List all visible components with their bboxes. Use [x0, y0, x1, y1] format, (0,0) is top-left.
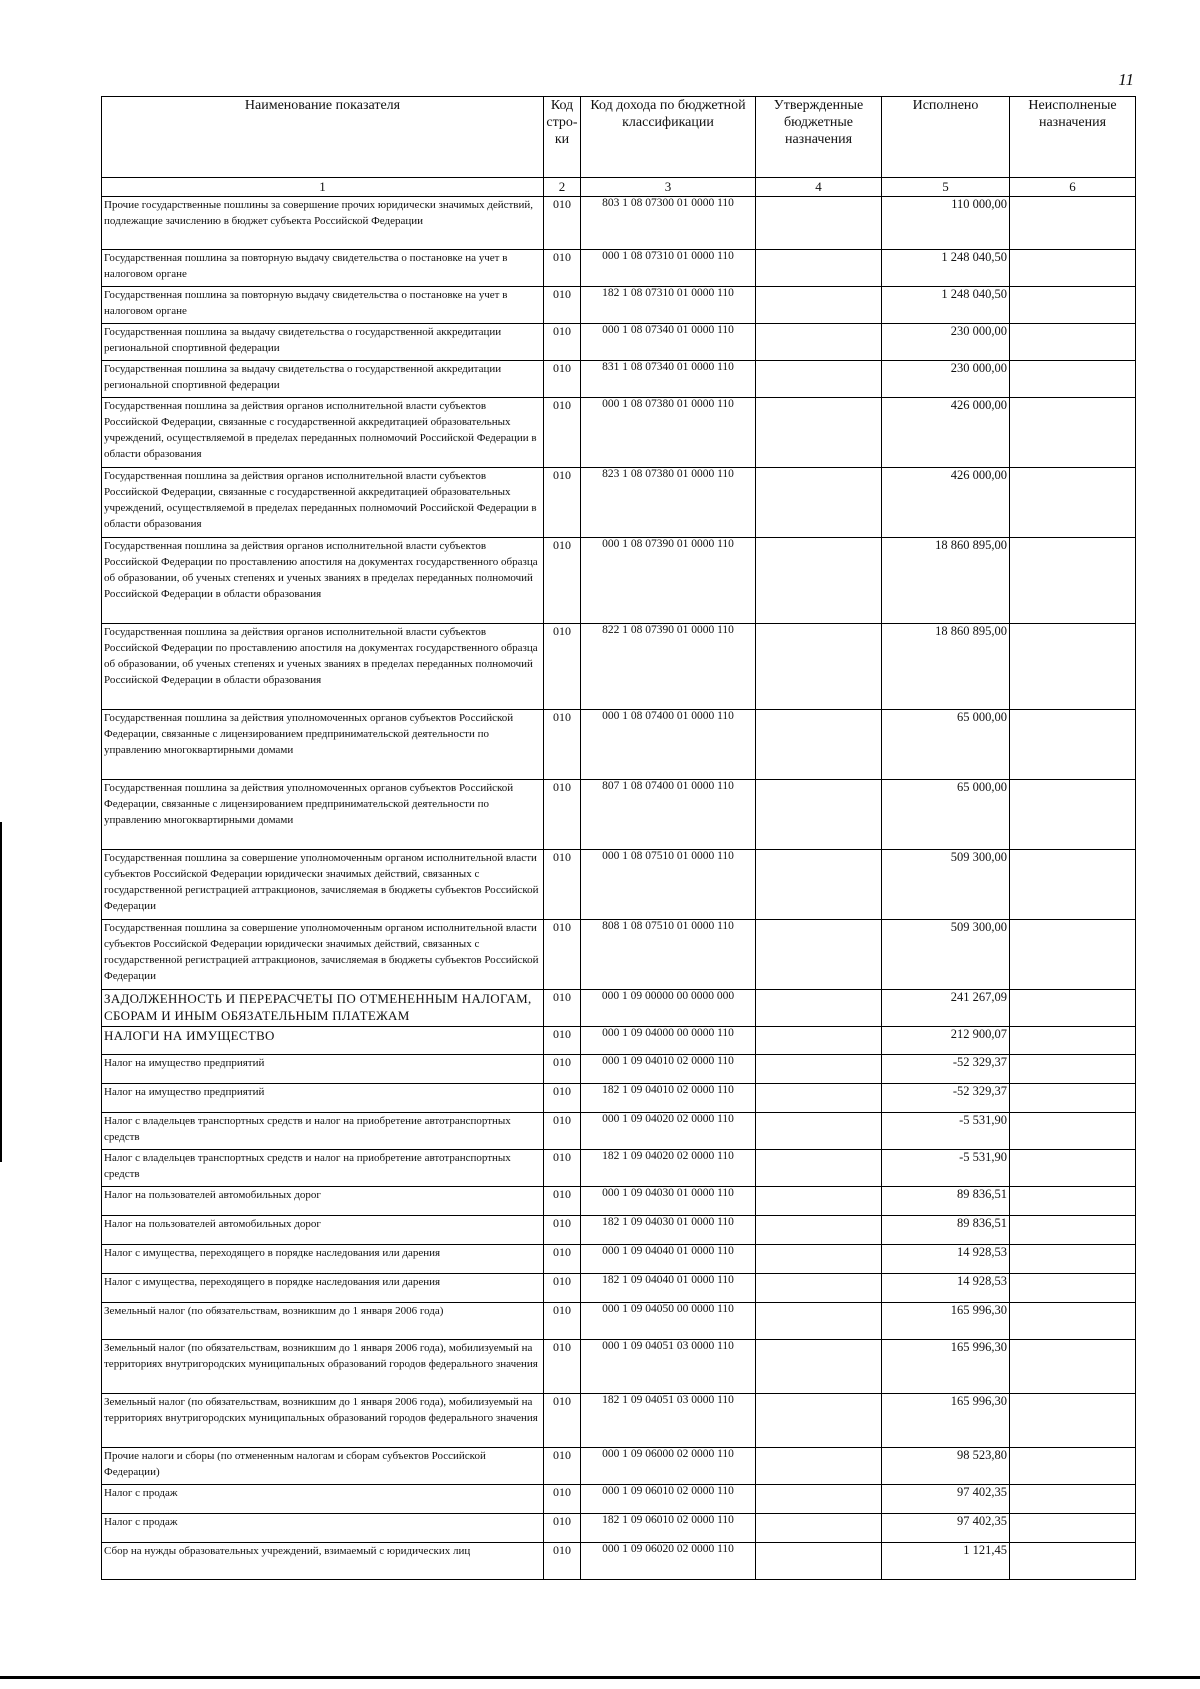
row-unexecuted: [1010, 1303, 1136, 1340]
table-row: [102, 398, 1136, 468]
row-executed: 1 121,45: [882, 1543, 1010, 1580]
row-executed: 97 402,35: [882, 1514, 1010, 1543]
row-unexecuted: [1010, 1394, 1136, 1448]
row-line-code: 010: [544, 1543, 581, 1580]
row-income-code: 000 1 09 04000 00 0000 110: [581, 1027, 756, 1055]
row-income-code: 000 1 08 07380 01 0000 110: [581, 398, 756, 468]
row-income-code: 000 1 09 04050 00 0000 110: [581, 1303, 756, 1340]
table-row: [102, 990, 1136, 1027]
row-executed: 165 996,30: [882, 1340, 1010, 1394]
row-approved: [756, 1055, 882, 1084]
row-unexecuted: [1010, 468, 1136, 538]
row-line-code: 010: [544, 1303, 581, 1340]
row-income-code: 000 1 09 04010 02 0000 110: [581, 1055, 756, 1084]
row-unexecuted: [1010, 710, 1136, 780]
row-line-code: 010: [544, 250, 581, 287]
row-unexecuted: [1010, 1485, 1136, 1514]
row-indicator-name: Государственная пошлина за действия органов исполнительной власти субъектов Российской Федерации, связанные с государственной аккредитацией образовательных учреждений, осуществляемой в пределах переданных полномочий Российской Федерации в области образования: [102, 468, 544, 538]
row-approved: [756, 1340, 882, 1394]
row-unexecuted: [1010, 324, 1136, 361]
column-number: 5: [882, 178, 1010, 197]
column-number: 3: [581, 178, 756, 197]
column-number: 4: [756, 178, 882, 197]
row-executed: -5 531,90: [882, 1113, 1010, 1150]
row-approved: [756, 1543, 882, 1580]
row-income-code: 000 1 09 04040 01 0000 110: [581, 1245, 756, 1274]
table-row: [102, 624, 1136, 710]
table-row: [102, 1543, 1136, 1580]
row-executed: 110 000,00: [882, 197, 1010, 250]
row-executed: 509 300,00: [882, 920, 1010, 990]
row-unexecuted: [1010, 1055, 1136, 1084]
scan-edge-mark: [0, 822, 2, 1162]
row-indicator-name: Налог с продаж: [102, 1514, 544, 1543]
row-line-code: 010: [544, 468, 581, 538]
row-approved: [756, 780, 882, 850]
row-indicator-name: Государственная пошлина за повторную выдачу свидетельства о постановке на учет в налоговом органе: [102, 287, 544, 324]
row-approved: [756, 1027, 882, 1055]
row-unexecuted: [1010, 1216, 1136, 1245]
row-income-code: 182 1 08 07310 01 0000 110: [581, 287, 756, 324]
row-unexecuted: [1010, 990, 1136, 1027]
row-indicator-name: Налог с владельцев транспортных средств и налог на приобретение автотранспортных средств: [102, 1150, 544, 1187]
row-executed: 230 000,00: [882, 361, 1010, 398]
table-row: [102, 1113, 1136, 1150]
page-number: 11: [1118, 70, 1134, 89]
row-income-code: 823 1 08 07380 01 0000 110: [581, 468, 756, 538]
row-approved: [756, 710, 882, 780]
row-approved: [756, 1245, 882, 1274]
row-income-code: 182 1 09 04010 02 0000 110: [581, 1084, 756, 1113]
row-executed: 426 000,00: [882, 468, 1010, 538]
row-indicator-name: Государственная пошлина за повторную выдачу свидетельства о постановке на учет в налоговом органе: [102, 250, 544, 287]
row-unexecuted: [1010, 1448, 1136, 1485]
row-approved: [756, 624, 882, 710]
row-indicator-name: Государственная пошлина за действия органов исполнительной власти субъектов Российской Федерации, связанные с государственной аккредитацией образовательных учреждений, осуществляемой в пределах переданных полномочий Российской Федерации в области образования: [102, 398, 544, 468]
table-row: [102, 361, 1136, 398]
row-line-code: 010: [544, 920, 581, 990]
column-number: 6: [1010, 178, 1136, 197]
row-income-code: 000 1 09 06010 02 0000 110: [581, 1485, 756, 1514]
row-executed: 212 900,07: [882, 1027, 1010, 1055]
row-unexecuted: [1010, 1514, 1136, 1543]
row-indicator-name: Налог на пользователей автомобильных дорог: [102, 1187, 544, 1216]
row-unexecuted: [1010, 250, 1136, 287]
row-indicator-name: Земельный налог (по обязательствам, возникшим до 1 января 2006 года): [102, 1303, 544, 1340]
table-row: [102, 1340, 1136, 1394]
row-indicator-name: Государственная пошлина за выдачу свидетельства о государственной аккредитации региональной спортивной федерации: [102, 361, 544, 398]
table-row: [102, 1485, 1136, 1514]
row-unexecuted: [1010, 1245, 1136, 1274]
row-line-code: 010: [544, 1055, 581, 1084]
row-approved: [756, 1514, 882, 1543]
row-unexecuted: [1010, 287, 1136, 324]
row-income-code: 182 1 09 04051 03 0000 110: [581, 1394, 756, 1448]
row-unexecuted: [1010, 1084, 1136, 1113]
row-income-code: 000 1 09 06020 02 0000 110: [581, 1543, 756, 1580]
row-income-code: 182 1 09 04020 02 0000 110: [581, 1150, 756, 1187]
row-unexecuted: [1010, 624, 1136, 710]
column-number-row: [102, 178, 1136, 197]
row-indicator-name: Сбор на нужды образовательных учреждений, взимаемый с юридических лиц: [102, 1543, 544, 1580]
row-income-code: 000 1 09 06000 02 0000 110: [581, 1448, 756, 1485]
table-row: [102, 1448, 1136, 1485]
row-unexecuted: [1010, 197, 1136, 250]
row-unexecuted: [1010, 1274, 1136, 1303]
row-indicator-name: Земельный налог (по обязательствам, возникшим до 1 января 2006 года), мобилизуемый на территориях внутригородских муниципальных образований городов федерального значения: [102, 1340, 544, 1394]
row-income-code: 000 1 09 04051 03 0000 110: [581, 1340, 756, 1394]
row-line-code: 010: [544, 287, 581, 324]
row-indicator-name: Государственная пошлина за действия уполномоченных органов субъектов Российской Федерации, связанные с лицензированием предпринимательской деятельности по управлению многоквартирными домами: [102, 780, 544, 850]
table-row: [102, 1027, 1136, 1055]
table-row: [102, 850, 1136, 920]
header-unexecuted: Неисполненые назначения: [1010, 97, 1136, 178]
row-executed: 509 300,00: [882, 850, 1010, 920]
row-income-code: 000 1 08 07510 01 0000 110: [581, 850, 756, 920]
row-approved: [756, 990, 882, 1027]
row-unexecuted: [1010, 361, 1136, 398]
table-row: [102, 538, 1136, 624]
row-income-code: 000 1 08 07390 01 0000 110: [581, 538, 756, 624]
row-executed: 426 000,00: [882, 398, 1010, 468]
row-approved: [756, 1187, 882, 1216]
row-unexecuted: [1010, 1543, 1136, 1580]
row-unexecuted: [1010, 920, 1136, 990]
row-line-code: 010: [544, 1394, 581, 1448]
row-line-code: 010: [544, 624, 581, 710]
row-income-code: 808 1 08 07510 01 0000 110: [581, 920, 756, 990]
row-income-code: 831 1 08 07340 01 0000 110: [581, 361, 756, 398]
row-executed: 241 267,09: [882, 990, 1010, 1027]
row-indicator-name: Государственная пошлина за действия органов исполнительной власти субъектов Российской Федерации по проставлению апостиля на документах государственного образца об образовании, об ученых степенях и ученых званиях в пределах переданных полномочий Российской Федерации в области образования: [102, 624, 544, 710]
row-unexecuted: [1010, 1150, 1136, 1187]
row-indicator-name: Налог на пользователей автомобильных дорог: [102, 1216, 544, 1245]
row-indicator-name: НАЛОГИ НА ИМУЩЕСТВО: [102, 1027, 544, 1055]
row-approved: [756, 1394, 882, 1448]
row-executed: 97 402,35: [882, 1485, 1010, 1514]
row-indicator-name: ЗАДОЛЖЕННОСТЬ И ПЕРЕРАСЧЕТЫ ПО ОТМЕНЕННЫМ НАЛОГАМ, СБОРАМ И ИНЫМ ОБЯЗАТЕЛЬНЫМ ПЛАТЕЖАМ: [102, 990, 544, 1027]
table-row: [102, 1514, 1136, 1543]
row-line-code: 010: [544, 780, 581, 850]
row-executed: 65 000,00: [882, 780, 1010, 850]
row-line-code: 010: [544, 538, 581, 624]
row-executed: -52 329,37: [882, 1084, 1010, 1113]
table-body: [102, 197, 1136, 1580]
row-executed: 89 836,51: [882, 1216, 1010, 1245]
row-unexecuted: [1010, 1187, 1136, 1216]
row-approved: [756, 1485, 882, 1514]
row-executed: 1 248 040,50: [882, 287, 1010, 324]
header-indicator-name: Наименование показателя: [102, 97, 544, 178]
table-row: [102, 1150, 1136, 1187]
row-indicator-name: Государственная пошлина за действия органов исполнительной власти субъектов Российской Федерации по проставлению апостиля на документах государственного образца об образовании, об ученых степенях и ученых званиях в пределах переданных полномочий Российской Федерации в области образования: [102, 538, 544, 624]
row-indicator-name: Налог на имущество предприятий: [102, 1055, 544, 1084]
header-income-code: Код дохода по бюджетной классификации: [581, 97, 756, 178]
column-number: 1: [102, 178, 544, 197]
row-executed: -52 329,37: [882, 1055, 1010, 1084]
table-row: [102, 1303, 1136, 1340]
row-income-code: 000 1 09 04020 02 0000 110: [581, 1113, 756, 1150]
row-income-code: 182 1 09 04030 01 0000 110: [581, 1216, 756, 1245]
row-indicator-name: Налог с продаж: [102, 1485, 544, 1514]
row-executed: 18 860 895,00: [882, 538, 1010, 624]
row-income-code: 000 1 08 07310 01 0000 110: [581, 250, 756, 287]
row-unexecuted: [1010, 1027, 1136, 1055]
table-row: [102, 1084, 1136, 1113]
table-row: [102, 468, 1136, 538]
row-approved: [756, 850, 882, 920]
table-row: [102, 1055, 1136, 1084]
table-row: [102, 324, 1136, 361]
row-income-code: 000 1 09 04030 01 0000 110: [581, 1187, 756, 1216]
row-line-code: 010: [544, 1274, 581, 1303]
row-line-code: 010: [544, 1485, 581, 1514]
row-line-code: 010: [544, 1027, 581, 1055]
table-row: [102, 1245, 1136, 1274]
row-executed: -5 531,90: [882, 1150, 1010, 1187]
row-income-code: 807 1 08 07400 01 0000 110: [581, 780, 756, 850]
row-income-code: 000 1 09 00000 00 0000 000: [581, 990, 756, 1027]
table-row: [102, 1394, 1136, 1448]
table-row: [102, 920, 1136, 990]
row-indicator-name: Налог с имущества, переходящего в порядке наследования или дарения: [102, 1245, 544, 1274]
row-approved: [756, 1150, 882, 1187]
row-line-code: 010: [544, 361, 581, 398]
row-executed: 89 836,51: [882, 1187, 1010, 1216]
row-approved: [756, 197, 882, 250]
row-indicator-name: Налог с имущества, переходящего в порядке наследования или дарения: [102, 1274, 544, 1303]
row-unexecuted: [1010, 780, 1136, 850]
table-row: [102, 287, 1136, 324]
row-unexecuted: [1010, 1113, 1136, 1150]
table-row: [102, 197, 1136, 250]
row-executed: 230 000,00: [882, 324, 1010, 361]
header-executed: Исполнено: [882, 97, 1010, 178]
row-approved: [756, 361, 882, 398]
row-approved: [756, 468, 882, 538]
row-executed: 14 928,53: [882, 1274, 1010, 1303]
row-approved: [756, 538, 882, 624]
row-line-code: 010: [544, 398, 581, 468]
row-indicator-name: Земельный налог (по обязательствам, возникшим до 1 января 2006 года), мобилизуемый на территориях внутригородских муниципальных образований городов федерального значения: [102, 1394, 544, 1448]
row-indicator-name: Налог с владельцев транспортных средств и налог на приобретение автотранспортных средств: [102, 1113, 544, 1150]
row-line-code: 010: [544, 1245, 581, 1274]
row-unexecuted: [1010, 538, 1136, 624]
row-indicator-name: Государственная пошлина за совершение уполномоченным органом исполнительной власти субъектов Российской Федерации юридически значимых действий, связанных с государственной регистрацией аттракционов, зачисляемая в бюджеты субъектов Российской Федерации: [102, 850, 544, 920]
header-line-code: Код стро-ки: [544, 97, 581, 178]
column-number: 2: [544, 178, 581, 197]
row-executed: 1 248 040,50: [882, 250, 1010, 287]
row-line-code: 010: [544, 1113, 581, 1150]
row-approved: [756, 287, 882, 324]
row-indicator-name: Государственная пошлина за выдачу свидетельства о государственной аккредитации региональной спортивной федерации: [102, 324, 544, 361]
row-executed: 18 860 895,00: [882, 624, 1010, 710]
row-line-code: 010: [544, 197, 581, 250]
row-line-code: 010: [544, 1084, 581, 1113]
budget-report-table: [101, 96, 1136, 1580]
table-row: [102, 1274, 1136, 1303]
row-approved: [756, 1448, 882, 1485]
row-unexecuted: [1010, 398, 1136, 468]
row-line-code: 010: [544, 990, 581, 1027]
row-line-code: 010: [544, 850, 581, 920]
row-indicator-name: Государственная пошлина за действия уполномоченных органов субъектов Российской Федерации, связанные с лицензированием предпринимательской деятельности по управлению многоквартирными домами: [102, 710, 544, 780]
row-indicator-name: Прочие государственные пошлины за совершение прочих юридически значимых действий, подлежащие зачислению в бюджет субъекта Российской Федерации: [102, 197, 544, 250]
row-line-code: 010: [544, 1150, 581, 1187]
row-approved: [756, 1113, 882, 1150]
row-approved: [756, 398, 882, 468]
row-line-code: 010: [544, 1187, 581, 1216]
table-row: [102, 250, 1136, 287]
table-row: [102, 780, 1136, 850]
row-executed: 14 928,53: [882, 1245, 1010, 1274]
row-income-code: 182 1 09 06010 02 0000 110: [581, 1514, 756, 1543]
row-approved: [756, 1216, 882, 1245]
row-approved: [756, 324, 882, 361]
row-income-code: 000 1 08 07400 01 0000 110: [581, 710, 756, 780]
row-line-code: 010: [544, 324, 581, 361]
row-indicator-name: Налог на имущество предприятий: [102, 1084, 544, 1113]
row-line-code: 010: [544, 710, 581, 780]
row-line-code: 010: [544, 1340, 581, 1394]
row-approved: [756, 1084, 882, 1113]
row-income-code: 803 1 08 07300 01 0000 110: [581, 197, 756, 250]
row-approved: [756, 1274, 882, 1303]
table-row: [102, 710, 1136, 780]
row-income-code: 182 1 09 04040 01 0000 110: [581, 1274, 756, 1303]
row-income-code: 000 1 08 07340 01 0000 110: [581, 324, 756, 361]
row-executed: 65 000,00: [882, 710, 1010, 780]
row-unexecuted: [1010, 850, 1136, 920]
row-income-code: 822 1 08 07390 01 0000 110: [581, 624, 756, 710]
row-indicator-name: Государственная пошлина за совершение уполномоченным органом исполнительной власти субъектов Российской Федерации юридически значимых действий, связанных с государственной регистрацией аттракционов, зачисляемая в бюджеты субъектов Российской Федерации: [102, 920, 544, 990]
row-unexecuted: [1010, 1340, 1136, 1394]
header-row: [102, 97, 1136, 178]
row-executed: 98 523,80: [882, 1448, 1010, 1485]
row-approved: [756, 1303, 882, 1340]
row-line-code: 010: [544, 1216, 581, 1245]
row-approved: [756, 250, 882, 287]
table-row: [102, 1216, 1136, 1245]
row-indicator-name: Прочие налоги и сборы (по отмененным налогам и сборам субъектов Российской Федерации): [102, 1448, 544, 1485]
row-executed: 165 996,30: [882, 1394, 1010, 1448]
row-line-code: 010: [544, 1514, 581, 1543]
table-row: [102, 1187, 1136, 1216]
header-approved: Утвержденные бюджетные назначения: [756, 97, 882, 178]
row-executed: 165 996,30: [882, 1303, 1010, 1340]
scan-bottom-line: [0, 1676, 1200, 1679]
row-approved: [756, 920, 882, 990]
row-line-code: 010: [544, 1448, 581, 1485]
